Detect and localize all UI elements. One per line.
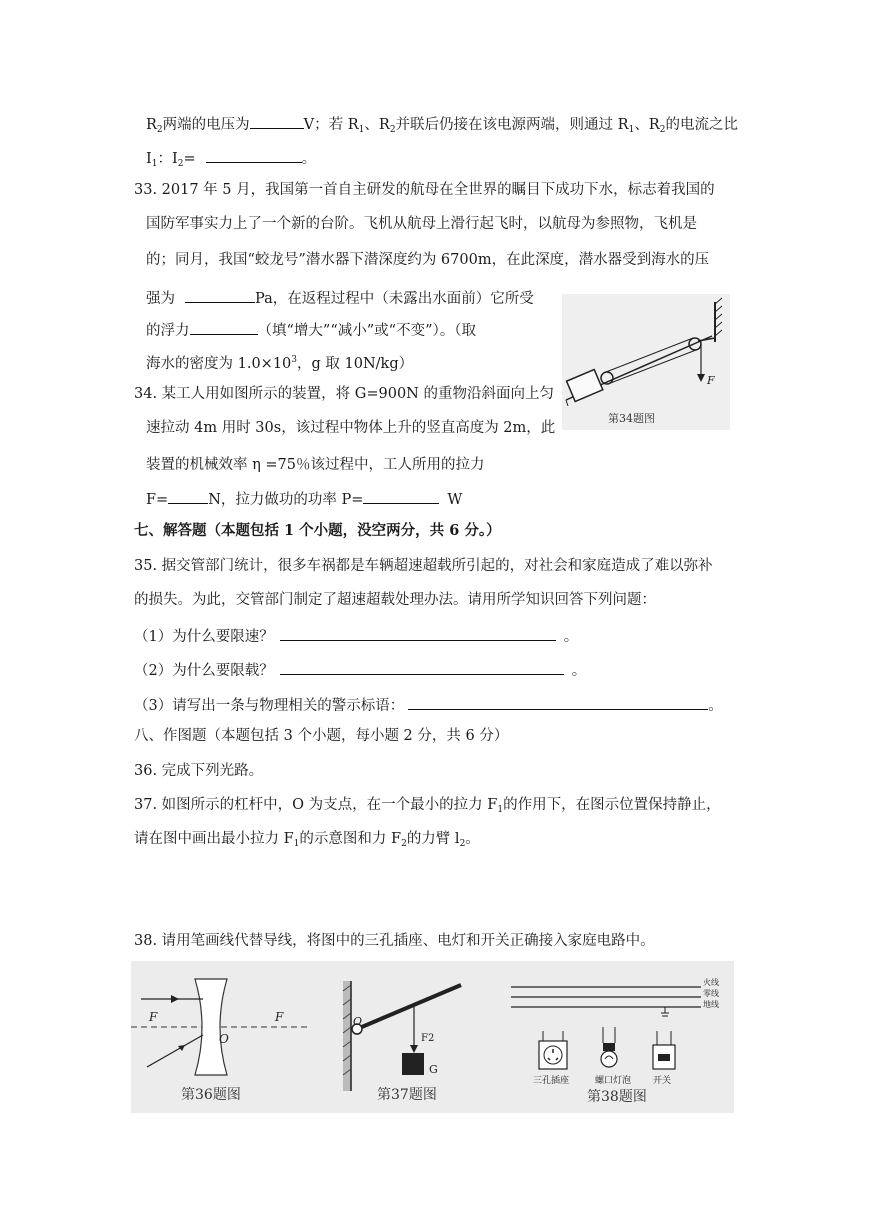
text: 的浮力 [146,323,190,339]
q37-line-2 [134,829,480,854]
q35-line-1: 35. 据交管部门统计，很多车祸都是车辆超速超载所引起的，对社会和家庭造成了难以弥补 [134,558,713,574]
q33-line-3 [146,248,709,270]
switch-label: 开关 [653,1076,672,1086]
q35-sub-2 [134,658,586,681]
weight-label: G [429,1063,438,1076]
q33-line-2: 国防军事实力上了一个新的台阶。飞机从航母上滑行起飞时，以航母为参照物，飞机是 [146,216,697,232]
q33-line-1: 33. 2017 年 5 月，我国第一首自主研发的航母在全世界的瞩目下成功下水，标志着我国的 [134,182,715,198]
answer-blank[interactable] [250,112,304,129]
focus-label-right: F [275,1010,284,1024]
optical-center-label: O [219,1032,229,1046]
subscript: 1 [358,125,365,135]
text: R [146,117,157,133]
text: Pa，在返程过程中（未露出水面前）它所受 [255,291,534,307]
pivot-label: O [353,1015,363,1028]
subscript: 1 [293,839,300,849]
text: I [146,151,152,167]
ground-wire-label: 地线 [703,1000,719,1009]
text: ：I [157,151,178,167]
figure-34 [562,294,730,430]
lamp-label: 螺口灯泡 [595,1076,632,1086]
text: 的作用下，在图示位置保持静止， [503,797,721,813]
subscript: 2 [389,125,396,135]
live-wire-label: 火线 [703,978,719,987]
figure-37-caption: 第37题图 [377,1087,437,1103]
text: F= [146,492,169,508]
focus-label-left: F [149,1010,158,1024]
q34-line-4 [146,487,462,510]
text: （1）为什么要限速？ [134,629,274,645]
text: 。 [465,831,480,847]
text: 的；同月，我国“蛟龙号”潜水器下潜深度约为 6700m，在此深度，潜水器受到海水的压 [146,252,710,268]
text: ，g 取 10N/kg） [297,356,414,372]
subscript: 2 [177,159,184,169]
q33-line-5 [146,318,476,341]
answer-blank[interactable] [280,624,556,641]
text: 强为 [146,291,175,307]
text: N，拉力做功的功率 P= [208,492,364,508]
force-f2-label: F2 [421,1033,435,1044]
incline-pulley-diagram [562,294,730,430]
text: 海水的密度为 1.0×10 [146,356,292,372]
subscript: 2 [459,839,466,849]
text: V；若 R [303,117,359,133]
q35-sub-1 [134,624,578,647]
q38-line-1: 38. 请用笔画线代替导线，将图中的三孔插座、电灯和开关正确接入家庭电路中。 [134,933,655,949]
figure-36-caption: 第36题图 [181,1087,241,1103]
text: （填“增大”“减小”或“不变”）。（取 [257,323,476,339]
text: 并联后仍接在该电源两端，则通过 R [395,117,629,133]
neutral-wire-label: 零线 [703,989,719,998]
text: （3）请写出一条与物理相关的警示标语： [134,698,405,714]
superscript: 3 [291,355,298,365]
text: 请在图中画出最小拉力 F [134,831,294,847]
socket-label: 三孔插座 [533,1076,570,1086]
force-label: F [707,374,715,387]
q32-line-1 [146,112,738,140]
q33-line-6 [146,350,413,374]
q34-line-2: 速拉动 4m 用时 30s，该过程中物体上升的竖直高度为 2m，此 [146,420,556,436]
q35-sub-3 [134,693,723,716]
subscript: 2 [401,839,407,849]
q33-line-4 [146,286,534,309]
q34-line-3: 装置的机械效率 η =75％该过程中，工人所用的拉力 [146,457,485,473]
text: （2）为什么要限载？ [134,663,274,679]
text: 。 [563,629,579,645]
subscript: 1 [497,805,504,815]
figures-strip [131,961,734,1113]
text: 。 [708,698,723,714]
answer-blank[interactable] [280,658,564,675]
text: 两端的电压为 [162,117,250,133]
text: W [447,492,463,508]
answer-blank[interactable] [363,487,439,504]
text: 。 [571,663,587,679]
section-8-title: 八、作图题（本题包括 3 个小题，每小题 2 分，共 6 分） [134,728,509,744]
q35-line-2: 的损失。为此，交管部门制定了超速超载处理办法。请用所学知识回答下列问题： [134,592,656,608]
q37-line-1 [134,795,721,820]
subscript: 2 [156,125,163,135]
figure-caption: 第34题图 [608,412,655,425]
figures-36-38 [131,961,734,1113]
section-7-title: 七、解答题（本题包括 1 个小题，没空两分，共 6 分。） [134,522,501,539]
text: 的力臂 l [406,831,460,847]
answer-blank[interactable] [168,487,208,504]
q32-line-2 [146,146,316,174]
subscript: 1 [151,159,158,169]
answer-blank[interactable] [185,286,255,303]
text: 的示意图和力 F [299,831,402,847]
answer-blank[interactable] [206,146,302,163]
q34-line-1: 34. 某工人用如图所示的装置，将 G=900N 的重物沿斜面向上匀 [134,386,554,402]
text: 。 [301,151,317,167]
figure-38-caption: 第38题图 [587,1089,647,1105]
text: 37. 如图所示的杠杆中，O 为支点，在一个最小的拉力 F [134,797,498,813]
answer-blank[interactable] [408,693,708,710]
subscript: 1 [628,125,635,135]
text: 、R [634,117,660,133]
answer-blank[interactable] [190,318,258,335]
subscript: 2 [659,125,666,135]
text: 、R [364,117,390,133]
text: 的电流之比 [665,117,738,133]
q36-line-1: 36. 完成下列光路。 [134,763,264,779]
text: = [183,151,196,167]
